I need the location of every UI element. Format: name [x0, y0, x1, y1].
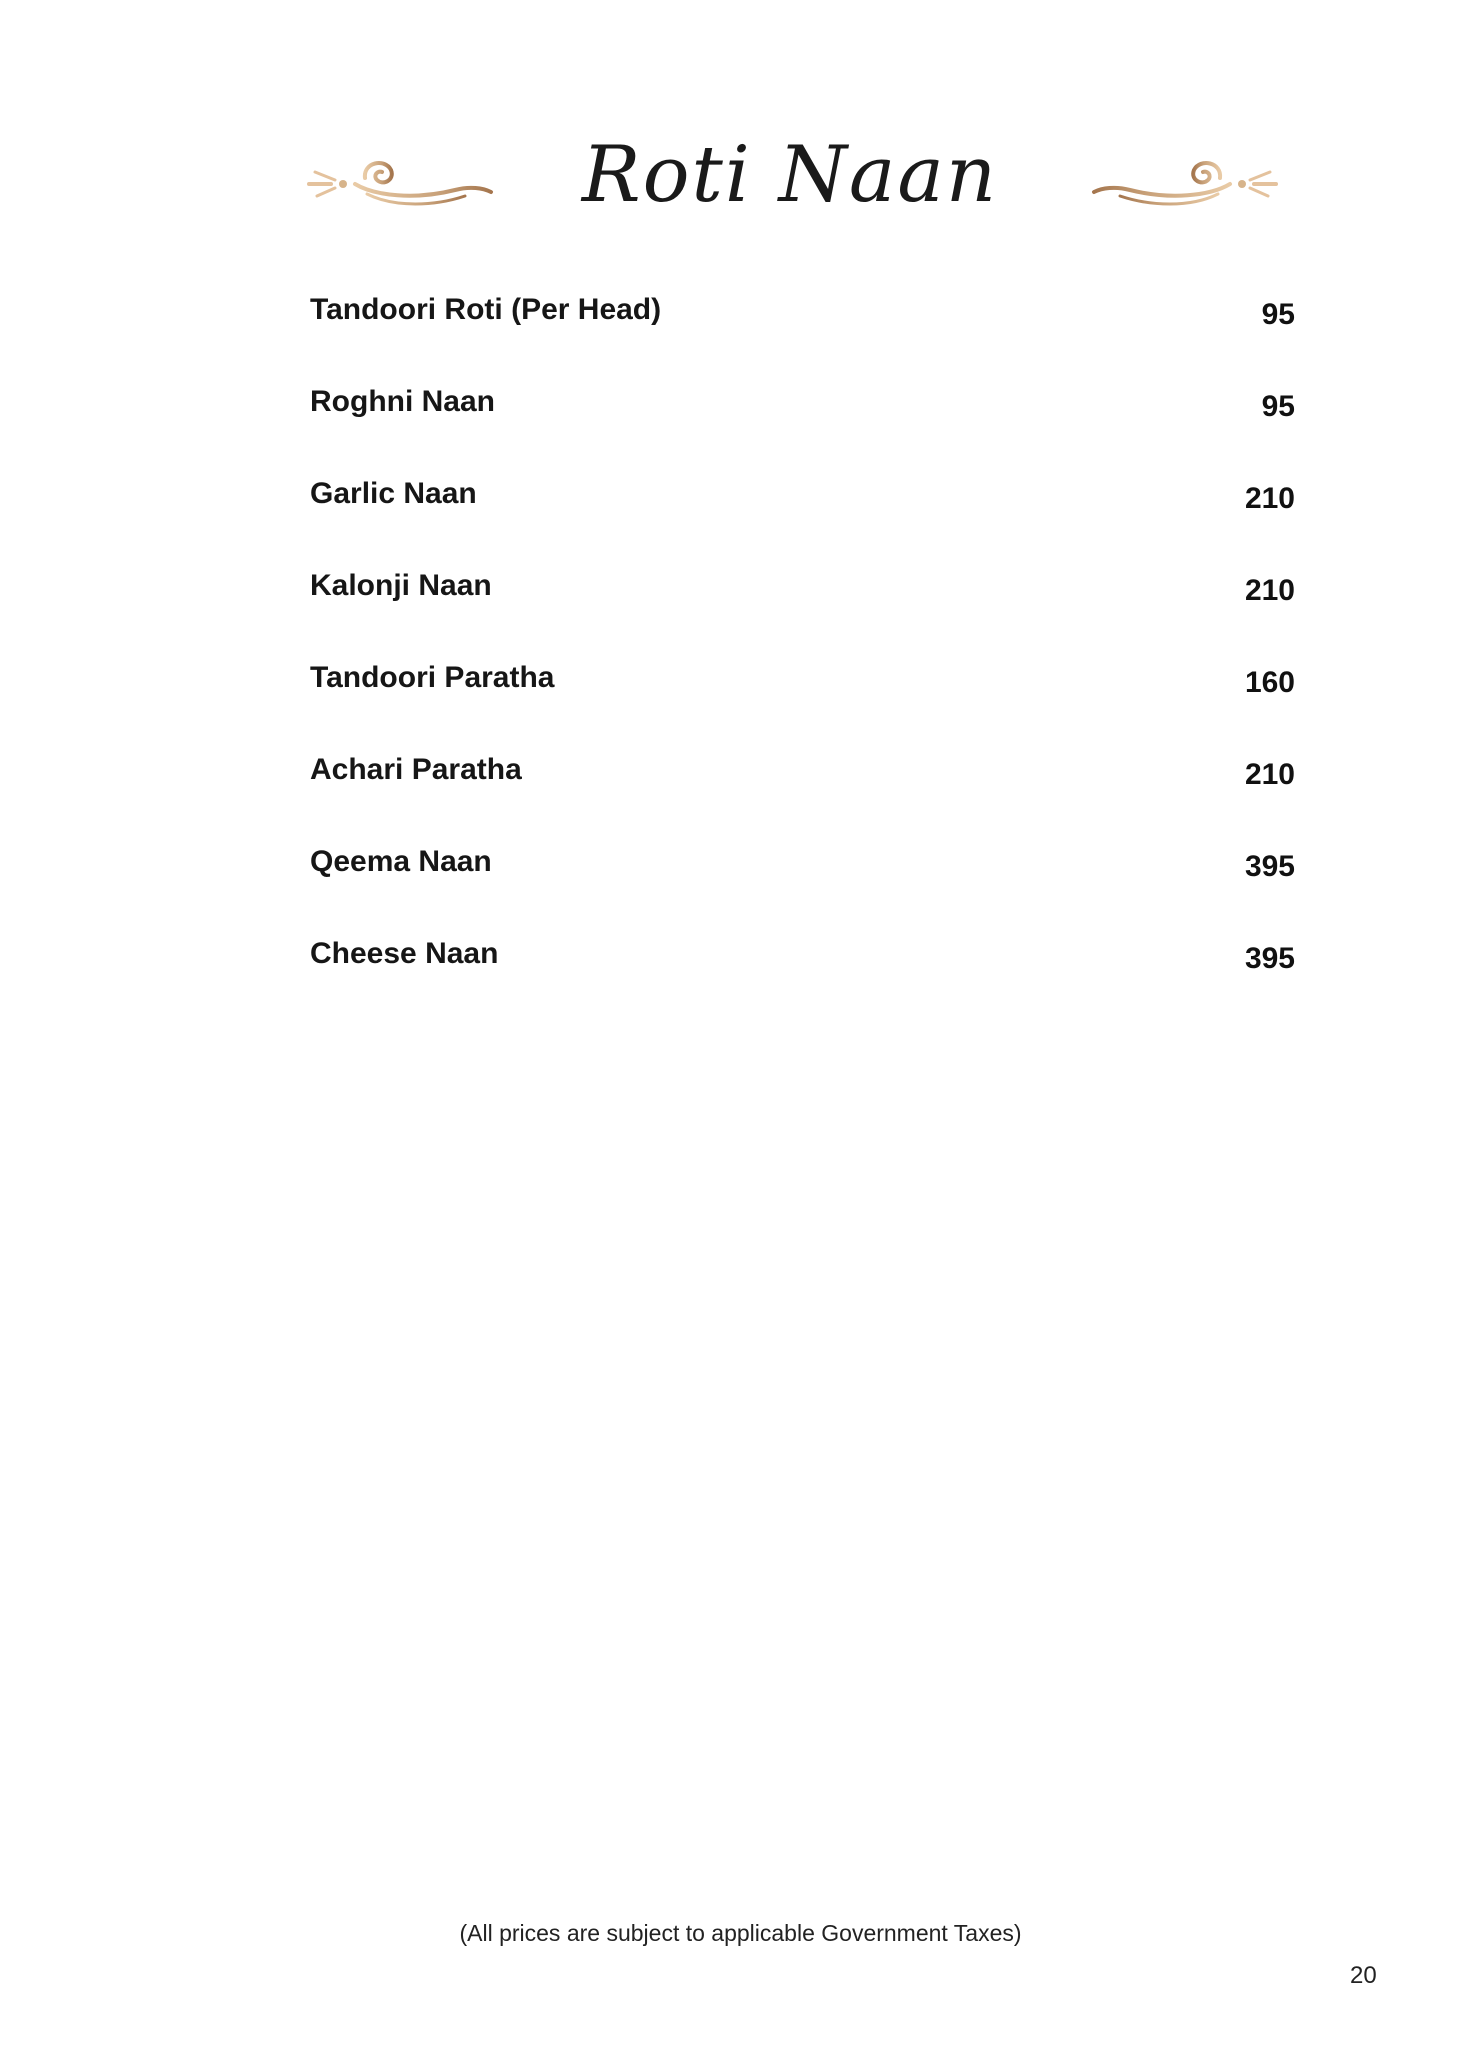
item-name: Tandoori Paratha [310, 661, 555, 694]
right-flourish-icon [1090, 150, 1280, 220]
item-price: 395 [1244, 850, 1295, 883]
menu-item [310, 290, 1295, 382]
item-price: 95 [1261, 298, 1295, 331]
section-header [300, 120, 1280, 250]
menu-list [310, 290, 1295, 1026]
item-name: Cheese Naan [310, 937, 499, 970]
item-name: Tandoori Roti (Per Head) [310, 293, 662, 326]
item-name: Kalonji Naan [310, 569, 492, 602]
menu-item [310, 566, 1295, 658]
menu-item [310, 474, 1295, 566]
item-price: 160 [1244, 666, 1295, 699]
item-price: 395 [1244, 942, 1295, 975]
item-price: 95 [1261, 390, 1295, 423]
menu-item [310, 934, 1295, 1026]
tax-note: (All prices are subject to applicable Government Taxes) [459, 1920, 1022, 1946]
item-name: Garlic Naan [310, 477, 477, 510]
item-name: Roghni Naan [310, 385, 495, 418]
page-title: Roti Naan [581, 130, 999, 220]
item-name: Qeema Naan [310, 845, 492, 878]
item-price: 210 [1244, 758, 1295, 791]
page-number: 20 [1350, 1962, 1377, 1989]
menu-item [310, 382, 1295, 474]
item-price: 210 [1244, 482, 1295, 515]
menu-item [310, 842, 1295, 934]
menu-item [310, 658, 1295, 750]
item-name: Achari Paratha [310, 753, 522, 786]
item-price: 210 [1244, 574, 1295, 607]
menu-item [310, 750, 1295, 842]
